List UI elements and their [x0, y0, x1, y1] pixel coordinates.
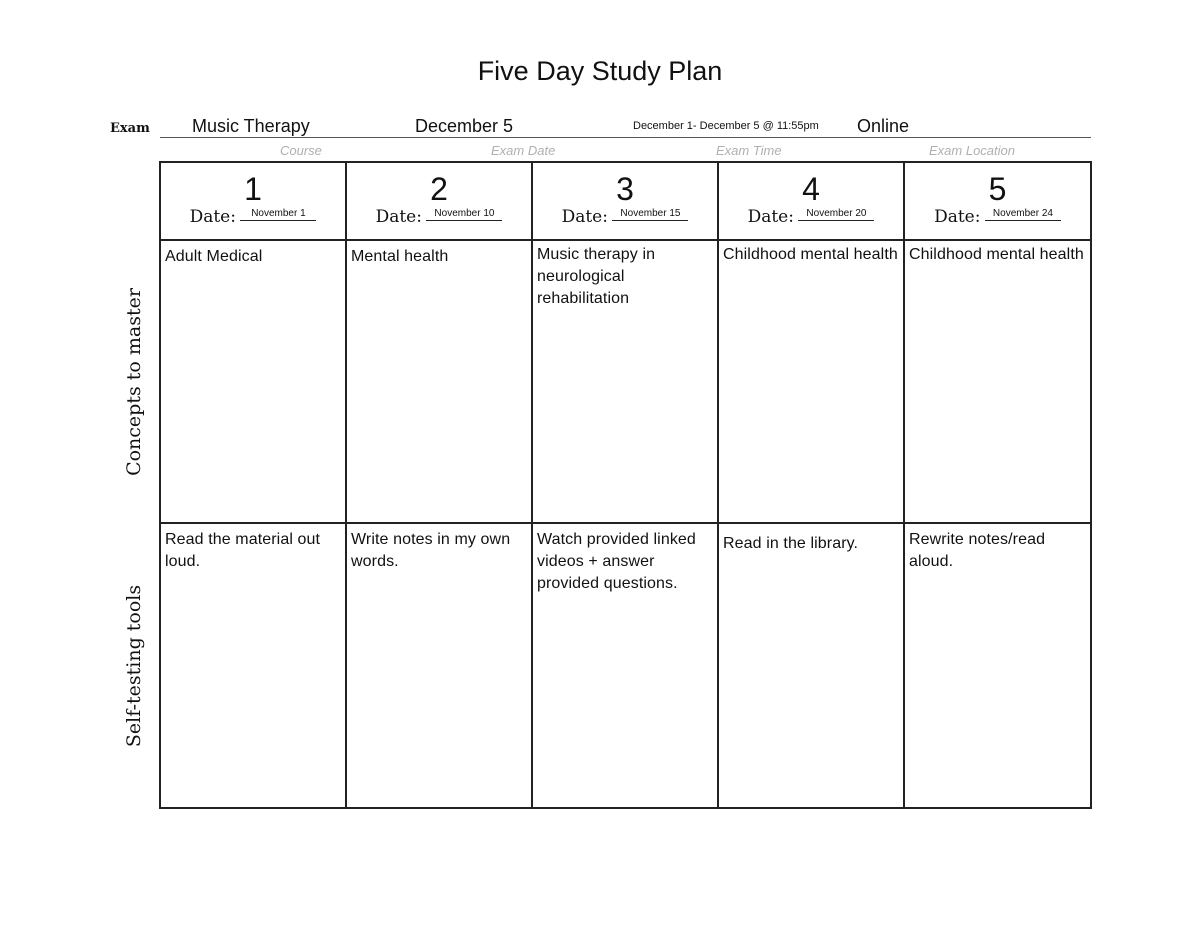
concept-cell: Childhood mental health: [719, 241, 905, 524]
tool-cell: Write notes in my own words.: [347, 524, 533, 807]
concept-cell: Music therapy in neurological rehabilitation: [533, 241, 719, 524]
day-header: [347, 163, 533, 241]
tool-cell: Rewrite notes/read aloud.: [909, 531, 1046, 570]
date-label: Date:: [561, 207, 608, 227]
exam-location-caption: Exam Location: [929, 143, 1015, 158]
row-label-tools: Self-testing tools: [123, 584, 145, 748]
tool-cell: Watch provided linked videos + answer provided questions.: [533, 524, 719, 807]
date-label: Date:: [375, 207, 422, 227]
exam-date-caption: Exam Date: [491, 143, 556, 158]
exam-underline: [160, 137, 1091, 138]
concept-cell: Adult Medical: [161, 241, 347, 524]
exam-time-value: December 1- December 5 @ 11:55pm: [633, 120, 819, 132]
date-label: Date:: [934, 207, 981, 227]
day-header: [905, 163, 1090, 241]
day-date: November 20: [798, 208, 874, 221]
day-date: November 1: [240, 208, 316, 221]
day-date: November 15: [612, 208, 688, 221]
day-date: November 24: [985, 208, 1061, 221]
exam-label: Exam: [110, 121, 150, 136]
row-label-concepts: Concepts to master: [123, 288, 145, 476]
page-title: Five Day Study Plan: [477, 56, 723, 86]
day-number: 2: [430, 171, 448, 207]
date-label: Date:: [747, 207, 794, 227]
concept-cell: Mental health: [347, 241, 533, 524]
day-number: 4: [802, 171, 820, 207]
day-number: 3: [616, 171, 634, 207]
exam-course-value: Music Therapy: [192, 116, 310, 136]
day-header: [719, 163, 905, 241]
date-label: Date:: [189, 207, 236, 227]
exam-date-value: December 5: [415, 116, 514, 136]
study-plan-table: [159, 161, 1092, 809]
exam-location-value: Online: [857, 116, 910, 136]
exam-time-caption: Exam Time: [716, 143, 782, 158]
tool-cell: Read in the library.: [719, 524, 905, 807]
concept-cell: Childhood mental health: [905, 241, 1090, 524]
tool-cell: Read the material out loud.: [161, 524, 347, 807]
day-date: November 10: [426, 208, 502, 221]
exam-course-caption: Course: [280, 143, 322, 158]
day-number: 5: [988, 171, 1007, 207]
day-header: [533, 163, 719, 241]
day-header: [161, 163, 347, 241]
day-number: 1: [244, 171, 262, 207]
